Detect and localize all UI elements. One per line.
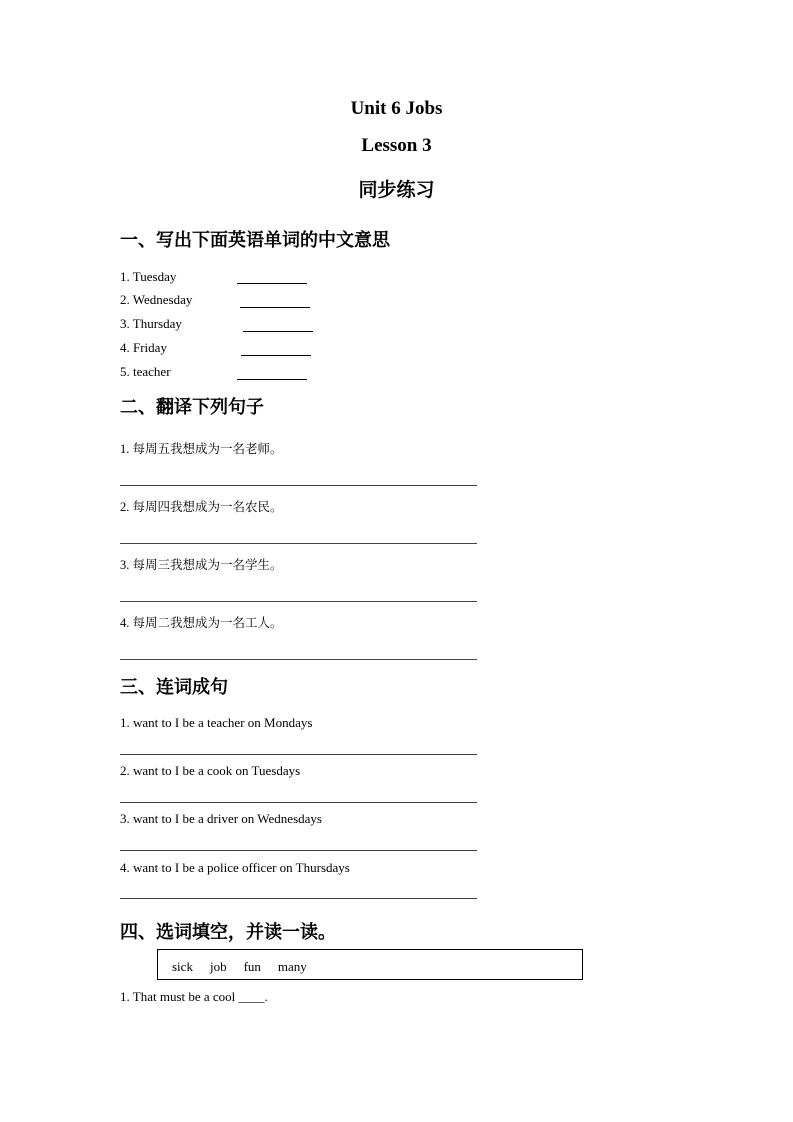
reorder-item: 1. want to I be a teacher on Mondays xyxy=(120,715,313,730)
reorder-item: 4. want to I be a police officer on Thursdays xyxy=(120,860,350,875)
word-bank-word: fun xyxy=(243,959,261,974)
section4-heading: 四、选词填空，并读一读。 xyxy=(120,922,336,943)
vocab-item: 3. Thursday xyxy=(120,316,182,331)
reorder-item: 2. want to I be a cook on Tuesdays xyxy=(120,763,301,778)
vocab-item: 4. Friday xyxy=(120,340,167,355)
answer-line[interactable] xyxy=(120,754,477,755)
translate-item: 2. 每周四我想成为一名农民。 xyxy=(120,500,283,514)
answer-line[interactable] xyxy=(120,850,477,851)
answer-line[interactable] xyxy=(120,601,477,602)
subtitle: 同步练习 xyxy=(358,179,435,201)
word-bank xyxy=(157,949,583,980)
reorder-item: 3. want to I be a driver on Wednesdays xyxy=(120,811,322,826)
answer-line[interactable] xyxy=(120,543,477,544)
answer-line[interactable] xyxy=(120,898,477,899)
vocab-item: 1. Tuesday xyxy=(120,269,177,284)
translate-item: 4. 每周二我想成为一名工人。 xyxy=(120,616,283,630)
answer-line[interactable] xyxy=(120,485,477,486)
answer-line[interactable] xyxy=(120,659,477,660)
fill-blank-item: 1. That must be a cool ____. xyxy=(120,989,268,1004)
answer-blank[interactable] xyxy=(237,379,307,380)
lesson-title: Lesson 3 xyxy=(361,135,432,156)
vocab-item: 2. Wednesday xyxy=(120,292,193,307)
vocab-item: 5. teacher xyxy=(120,364,171,379)
answer-blank[interactable] xyxy=(240,307,310,308)
answer-blank[interactable] xyxy=(241,355,311,356)
section1-heading: 一、写出下面英语单词的中文意思 xyxy=(120,230,390,251)
word-bank-word: many xyxy=(277,959,307,974)
translate-item: 3. 每周三我想成为一名学生。 xyxy=(120,558,283,572)
word-bank-word: sick xyxy=(172,959,193,974)
word-bank-word: job xyxy=(209,959,227,974)
section3-heading: 三、连词成句 xyxy=(120,677,228,698)
unit-title: Unit 6 Jobs xyxy=(350,98,443,119)
section2-heading: 二、翻译下列句子 xyxy=(120,397,264,418)
answer-blank[interactable] xyxy=(237,283,307,284)
translate-item: 1. 每周五我想成为一名老师。 xyxy=(120,442,283,456)
answer-line[interactable] xyxy=(120,802,477,803)
answer-blank[interactable] xyxy=(243,331,313,332)
